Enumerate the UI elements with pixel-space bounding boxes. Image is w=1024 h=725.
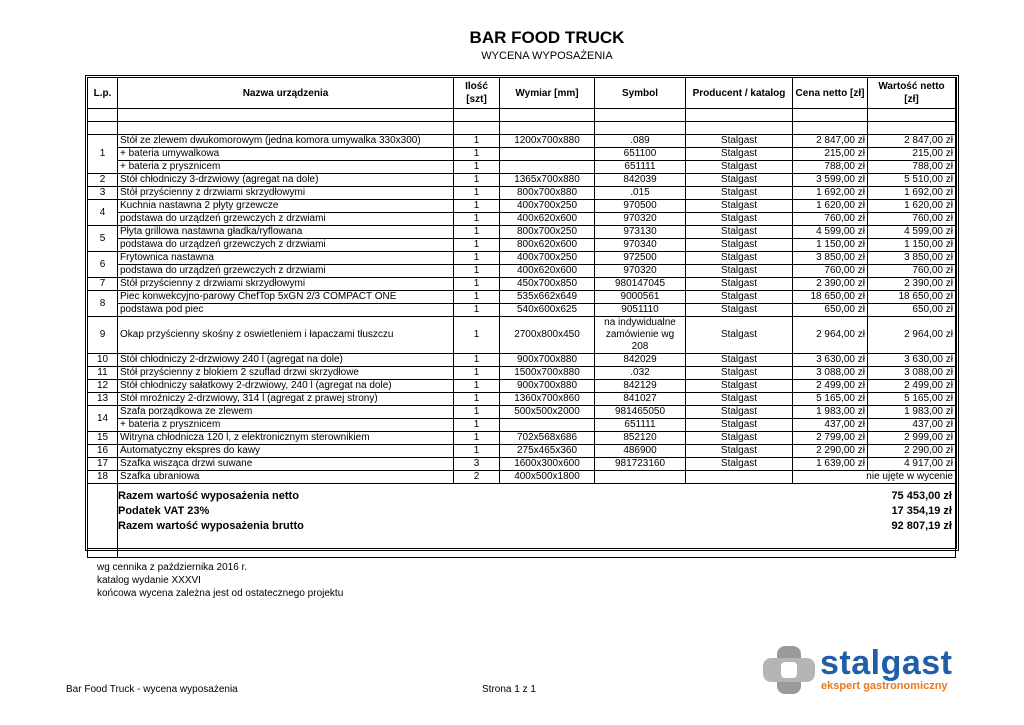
cell-lp: 1 [88, 135, 118, 174]
cell-value: 215,00 zł [868, 148, 956, 161]
cell-dims [500, 419, 595, 432]
cell-qty: 1 [454, 354, 500, 367]
cell-dims: 400x620x600 [500, 265, 595, 278]
table-row [88, 380, 956, 393]
cell-qty: 1 [454, 317, 500, 354]
col-producer: Producent / katalog [686, 78, 793, 109]
cell-dims: 1500x700x880 [500, 367, 595, 380]
cell-producer: Stalgast [686, 187, 793, 200]
cell-symbol: 842039 [595, 174, 686, 187]
cell-price: 1 150,00 zł [793, 239, 868, 252]
footer-page-number: Strona 1 z 1 [482, 684, 536, 695]
cell-lp: 15 [88, 432, 118, 445]
cell-lp: 8 [88, 291, 118, 317]
cell-price: 1 983,00 zł [793, 406, 868, 419]
table-row [88, 265, 956, 278]
cell-qty: 3 [454, 458, 500, 471]
col-symbol: Symbol [595, 78, 686, 109]
cell-price: 5 165,00 zł [793, 393, 868, 406]
table-row [88, 226, 956, 239]
cell-name: Stół ze zlewem dwukomorowym (jedna komora umywalka 330x300) [118, 135, 454, 148]
cell-name: podstawa do urządzeń grzewczych z drzwiami [118, 239, 454, 252]
cell-value: 437,00 zł [868, 419, 956, 432]
cell-value: 4 599,00 zł [868, 226, 956, 239]
cell-name: Witryna chłodnicza 120 l, z elektronicznym sterownikiem [118, 432, 454, 445]
cell-price: 2 499,00 zł [793, 380, 868, 393]
cell-dims: 400x700x250 [500, 252, 595, 265]
cell-producer: Stalgast [686, 200, 793, 213]
cell-producer: Stalgast [686, 380, 793, 393]
cell-value: 1 150,00 zł [868, 239, 956, 252]
col-name: Nazwa urządzenia [118, 78, 454, 109]
cell-producer: Stalgast [686, 406, 793, 419]
cell-lp: 4 [88, 200, 118, 226]
cell-value: 1 692,00 zł [868, 187, 956, 200]
cell-value: 760,00 zł [868, 213, 956, 226]
cell-producer: Stalgast [686, 419, 793, 432]
cell-producer: Stalgast [686, 367, 793, 380]
cell-value: 1 620,00 zł [868, 200, 956, 213]
cell-symbol: 486900 [595, 445, 686, 458]
cell-value: 2 964,00 zł [868, 317, 956, 354]
cell-producer: Stalgast [686, 291, 793, 304]
cell-dims: 1360x700x860 [500, 393, 595, 406]
cell-price: 3 088,00 zł [793, 367, 868, 380]
cell-dims: 900x700x880 [500, 380, 595, 393]
table-row [88, 304, 956, 317]
cell-producer: Stalgast [686, 445, 793, 458]
col-value: Wartość netto [zł] [868, 78, 956, 109]
table-row [88, 419, 956, 432]
cell-value: 5 510,00 zł [868, 174, 956, 187]
cell-dims [500, 148, 595, 161]
cell-symbol: .089 [595, 135, 686, 148]
cell-lp: 17 [88, 458, 118, 471]
table-header-row [88, 78, 956, 109]
cell-value: 5 165,00 zł [868, 393, 956, 406]
cell-value: nie ujęte w wycenie [793, 471, 956, 484]
cell-qty: 1 [454, 419, 500, 432]
cell-symbol [595, 471, 686, 484]
cell-symbol: na indywidualne zamówienie wg 208 [595, 317, 686, 354]
table-row [88, 406, 956, 419]
cell-qty: 1 [454, 174, 500, 187]
cell-symbol: 970500 [595, 200, 686, 213]
cell-producer: Stalgast [686, 226, 793, 239]
cell-qty: 1 [454, 226, 500, 239]
total-net-value: 75 453,00 zł [891, 490, 952, 502]
cell-producer: Stalgast [686, 213, 793, 226]
cell-price: 3 599,00 zł [793, 174, 868, 187]
cell-value: 3 850,00 zł [868, 252, 956, 265]
table-row [88, 148, 956, 161]
cell-symbol: 852120 [595, 432, 686, 445]
table-row [88, 393, 956, 406]
cell-value: 18 650,00 zł [868, 291, 956, 304]
cell-qty: 1 [454, 432, 500, 445]
total-gross-value: 92 807,19 zł [891, 520, 952, 532]
cell-lp: 14 [88, 406, 118, 432]
cell-producer: Stalgast [686, 161, 793, 174]
cell-price: 215,00 zł [793, 148, 868, 161]
cell-name: + bateria z prysznicem [118, 161, 454, 174]
logo-brand: stalgast [820, 644, 953, 682]
cell-symbol: 970340 [595, 239, 686, 252]
cell-qty: 1 [454, 406, 500, 419]
cell-producer: Stalgast [686, 393, 793, 406]
cell-value: 2 847,00 zł [868, 135, 956, 148]
col-price: Cena netto [zł] [793, 78, 868, 109]
total-gross-label: Razem wartość wyposażenia brutto [118, 520, 304, 532]
cell-symbol: 970320 [595, 213, 686, 226]
cell-qty: 1 [454, 380, 500, 393]
cell-qty: 1 [454, 239, 500, 252]
price-table [87, 77, 956, 558]
cell-name: Automatyczny ekspres do kawy [118, 445, 454, 458]
table-row [88, 200, 956, 213]
cell-price: 1 692,00 zł [793, 187, 868, 200]
cell-qty: 1 [454, 304, 500, 317]
cell-qty: 1 [454, 213, 500, 226]
cell-dims: 400x500x1800 [500, 471, 595, 484]
note-line: katalog wydanie XXXVI [97, 575, 201, 586]
cell-dims: 900x700x880 [500, 354, 595, 367]
cell-symbol: 841027 [595, 393, 686, 406]
cell-symbol: 970320 [595, 265, 686, 278]
cell-symbol: 651100 [595, 148, 686, 161]
cell-name: + bateria z prysznicem [118, 419, 454, 432]
cell-value: 1 983,00 zł [868, 406, 956, 419]
cell-dims: 702x568x686 [500, 432, 595, 445]
cell-qty: 1 [454, 265, 500, 278]
cell-dims: 540x600x625 [500, 304, 595, 317]
cell-dims: 1200x700x880 [500, 135, 595, 148]
stalgast-logo [763, 644, 963, 694]
cell-lp: 12 [88, 380, 118, 393]
cell-price: 2 964,00 zł [793, 317, 868, 354]
totals-block [118, 489, 954, 534]
cell-producer [686, 471, 793, 484]
cell-symbol: 981723160 [595, 458, 686, 471]
cell-price: 1 639,00 zł [793, 458, 868, 471]
table-row [88, 187, 956, 200]
cell-symbol: 980147045 [595, 278, 686, 291]
cell-dims: 400x700x250 [500, 200, 595, 213]
cell-name: Kuchnia nastawna 2 płyty grzewcze [118, 200, 454, 213]
cell-dims [500, 161, 595, 174]
cell-lp: 11 [88, 367, 118, 380]
total-gross-row [118, 519, 954, 534]
cell-qty: 1 [454, 135, 500, 148]
cell-name: podstawa pod piec [118, 304, 454, 317]
cell-qty: 1 [454, 187, 500, 200]
stalgast-logo-icon [763, 646, 815, 694]
cell-symbol: .015 [595, 187, 686, 200]
cell-value: 2 999,00 zł [868, 432, 956, 445]
table-row [88, 354, 956, 367]
cell-dims: 275x465x360 [500, 445, 595, 458]
table-row [88, 458, 956, 471]
cell-price: 2 390,00 zł [793, 278, 868, 291]
cell-producer: Stalgast [686, 135, 793, 148]
cell-name: Piec konwekcyjno-parowy ChefTop 5xGN 2/3 COMPACT ONE [118, 291, 454, 304]
table-spacer-row [88, 109, 956, 122]
cell-lp: 18 [88, 471, 118, 484]
footer-document-name: Bar Food Truck - wycena wyposażenia [66, 684, 238, 695]
cell-lp: 9 [88, 317, 118, 354]
cell-value: 650,00 zł [868, 304, 956, 317]
cell-dims: 2700x800x450 [500, 317, 595, 354]
cell-producer: Stalgast [686, 239, 793, 252]
cell-symbol: 972500 [595, 252, 686, 265]
logo-tagline: ekspert gastronomiczny [821, 680, 948, 692]
table-row [88, 445, 956, 458]
cell-qty: 2 [454, 471, 500, 484]
cell-symbol: 842129 [595, 380, 686, 393]
cell-price: 437,00 zł [793, 419, 868, 432]
cell-price: 3 850,00 zł [793, 252, 868, 265]
cell-lp: 2 [88, 174, 118, 187]
cell-qty: 1 [454, 393, 500, 406]
cell-dims: 800x700x880 [500, 187, 595, 200]
cell-name: podstawa do urządzeń grzewczych z drzwiami [118, 265, 454, 278]
cell-name: Frytownica nastawna [118, 252, 454, 265]
cell-symbol: 842029 [595, 354, 686, 367]
cell-qty: 1 [454, 200, 500, 213]
total-vat-row [118, 504, 954, 519]
cell-dims: 1600x300x600 [500, 458, 595, 471]
cell-name: Stół chłodniczy sałatkowy 2-drzwiowy, 240 l (agregat na dole) [118, 380, 454, 393]
cell-producer: Stalgast [686, 265, 793, 278]
cell-price: 4 599,00 zł [793, 226, 868, 239]
total-vat-label: Podatek VAT 23% [118, 505, 210, 517]
cell-price: 1 620,00 zł [793, 200, 868, 213]
total-net-row [118, 489, 954, 504]
cell-producer: Stalgast [686, 458, 793, 471]
table-row [88, 291, 956, 304]
cell-qty: 1 [454, 367, 500, 380]
cell-name: Okap przyścienny skośny z oswietleniem i łapaczami tłuszczu [118, 317, 454, 354]
cell-name: Szafa porządkowa ze zlewem [118, 406, 454, 419]
cell-symbol: .032 [595, 367, 686, 380]
cell-name: Stół chłodniczy 2-drzwiowy 240 l (agregat na dole) [118, 354, 454, 367]
cell-producer: Stalgast [686, 304, 793, 317]
cell-qty: 1 [454, 445, 500, 458]
cell-name: + bateria umywalkowa [118, 148, 454, 161]
cell-lp: 6 [88, 252, 118, 278]
cell-dims: 800x700x250 [500, 226, 595, 239]
note-line: końcowa wycena zależna jest od ostatecznego projektu [97, 588, 344, 599]
cell-lp: 10 [88, 354, 118, 367]
cell-name: Płyta grillowa nastawna gładka/ryflowana [118, 226, 454, 239]
cell-value: 3 630,00 zł [868, 354, 956, 367]
cell-symbol: 9051110 [595, 304, 686, 317]
cell-name: Stół chłodniczy 3-drzwiowy (agregat na dole) [118, 174, 454, 187]
total-net-label: Razem wartość wyposażenia netto [118, 490, 299, 502]
cell-value: 2 290,00 zł [868, 445, 956, 458]
cell-producer: Stalgast [686, 278, 793, 291]
table-row [88, 135, 956, 148]
cell-dims: 450x700x850 [500, 278, 595, 291]
cell-name: podstawa do urządzeń grzewczych z drzwiami [118, 213, 454, 226]
cell-price: 760,00 zł [793, 213, 868, 226]
cell-producer: Stalgast [686, 354, 793, 367]
cell-dims: 400x620x600 [500, 213, 595, 226]
cell-value: 760,00 zł [868, 265, 956, 278]
col-lp: L.p. [88, 78, 118, 109]
cell-price: 18 650,00 zł [793, 291, 868, 304]
cell-value: 2 390,00 zł [868, 278, 956, 291]
cell-value: 2 499,00 zł [868, 380, 956, 393]
cell-symbol: 973130 [595, 226, 686, 239]
cell-dims: 500x500x2000 [500, 406, 595, 419]
cell-producer: Stalgast [686, 432, 793, 445]
cell-dims: 535x662x649 [500, 291, 595, 304]
cell-price: 3 630,00 zł [793, 354, 868, 367]
table-row [88, 317, 956, 354]
document-title: BAR FOOD TRUCK [469, 28, 625, 47]
table-row [88, 213, 956, 226]
col-dims: Wymiar [mm] [500, 78, 595, 109]
table-row [88, 432, 956, 445]
cell-producer: Stalgast [686, 174, 793, 187]
cell-value: 3 088,00 zł [868, 367, 956, 380]
table-row [88, 367, 956, 380]
document-subtitle: WYCENA WYPOSAŻENIA [481, 50, 613, 62]
cell-price: 650,00 zł [793, 304, 868, 317]
cell-symbol: 9000561 [595, 291, 686, 304]
table-spacer-row [88, 122, 956, 135]
cell-price: 2 847,00 zł [793, 135, 868, 148]
cell-qty: 1 [454, 291, 500, 304]
notes [97, 561, 343, 600]
cell-lp: 3 [88, 187, 118, 200]
cell-value: 4 917,00 zł [868, 458, 956, 471]
cell-price: 2 799,00 zł [793, 432, 868, 445]
note-line: wg cennika z października 2016 r. [97, 562, 248, 573]
cell-producer: Stalgast [686, 252, 793, 265]
table-row [88, 239, 956, 252]
cell-name: Stół przyścienny z drzwiami skrzydłowymi [118, 187, 454, 200]
cell-qty: 1 [454, 161, 500, 174]
cell-symbol: 981465050 [595, 406, 686, 419]
table-row [88, 278, 956, 291]
cell-producer: Stalgast [686, 148, 793, 161]
cell-qty: 1 [454, 148, 500, 161]
table-row [88, 174, 956, 187]
cell-lp: 5 [88, 226, 118, 252]
cell-price: 2 290,00 zł [793, 445, 868, 458]
cell-name: Szafka wisząca drzwi suwane [118, 458, 454, 471]
total-vat-value: 17 354,19 zł [891, 505, 952, 517]
cell-name: Szafka ubraniowa [118, 471, 454, 484]
table-row [88, 471, 956, 484]
cell-qty: 1 [454, 252, 500, 265]
col-qty: Ilość [szt] [454, 78, 500, 109]
cell-name: Stół mroźniczy 2-drzwiowy, 314 l (agregat z prawej strony) [118, 393, 454, 406]
cell-lp: 13 [88, 393, 118, 406]
cell-value: 788,00 zł [868, 161, 956, 174]
cell-price: 788,00 zł [793, 161, 868, 174]
table-row [88, 161, 956, 174]
cell-dims: 800x620x600 [500, 239, 595, 252]
cell-lp: 7 [88, 278, 118, 291]
cell-price: 760,00 zł [793, 265, 868, 278]
cell-symbol: 651111 [595, 419, 686, 432]
table-row [88, 252, 956, 265]
cell-name: Stół przyścienny z drzwiami skrzydłowymi [118, 278, 454, 291]
cell-symbol: 651111 [595, 161, 686, 174]
cell-dims: 1365x700x880 [500, 174, 595, 187]
cell-qty: 1 [454, 278, 500, 291]
cell-name: Stół przyścienny z blokiem 2 szuflad drzwi skrzydłowe [118, 367, 454, 380]
cell-lp: 16 [88, 445, 118, 458]
cell-producer: Stalgast [686, 317, 793, 354]
